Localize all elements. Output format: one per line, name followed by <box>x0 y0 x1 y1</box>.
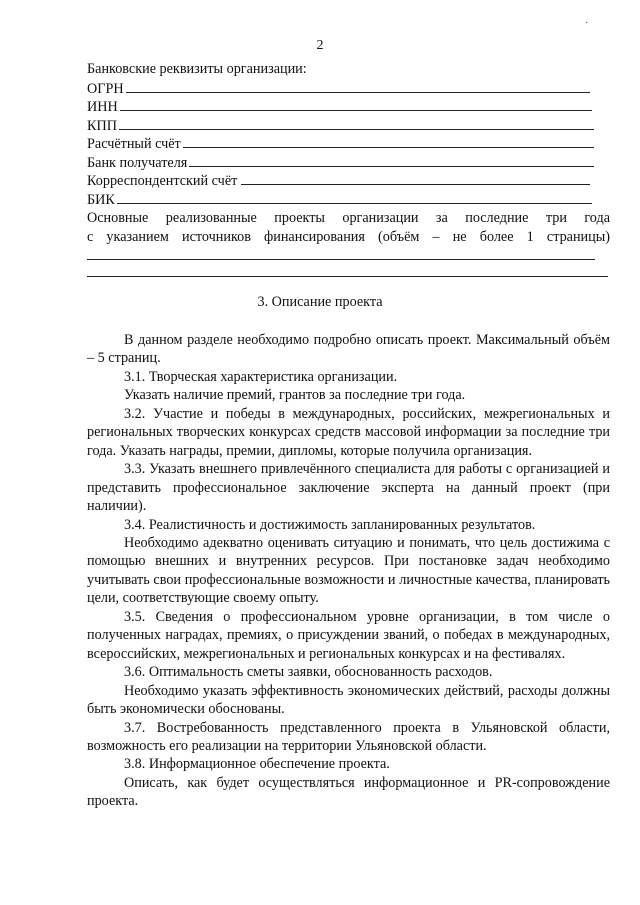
paragraph-3-6-note: Необходимо указать эффективность экономических действий, расходы должны быть экономически обоснованы. <box>87 682 610 718</box>
fill-in-line[interactable] <box>117 190 592 204</box>
field-account[interactable] <box>87 134 602 153</box>
paragraph-3-1-note: Указать наличие премий, грантов за последние три года. <box>124 387 466 404</box>
paragraph-3-3: 3.3. Указать внешнего привлечённого специалиста для работы с организацией и представить профессиональное заключение эксперта на данный проект (при наличии). <box>87 461 610 515</box>
field-label: БИК <box>87 191 115 208</box>
section-title: 3. Описание проекта <box>257 294 383 310</box>
field-label: ИНН <box>87 99 118 115</box>
paragraph-3-5: 3.5. Сведения о профессиональном уровне организации, в том числе о полученных наградах, премиях, о присуждении званий, о победах в международных, всероссийских, межрегиональных и региональных конкурсах и на фестивалях. <box>87 608 610 662</box>
paragraph-3-7: 3.7. Востребованность представленного проекта в Ульяновской области, возможность его реализации на территории Ульяновской области. <box>87 719 610 754</box>
field-label: ОГРН <box>87 80 124 97</box>
field-ogrn[interactable] <box>87 79 602 98</box>
field-label: Корреспондентский счёт <box>87 173 238 189</box>
field-kpp[interactable] <box>87 116 602 135</box>
fill-in-line[interactable] <box>119 116 594 130</box>
field-label: Расчётный счёт <box>87 136 181 152</box>
projects-line-1: Основные реализованные проекты организации за последние три года <box>87 210 610 226</box>
field-bik[interactable] <box>87 190 602 209</box>
scan-mark: · <box>585 18 589 29</box>
fill-in-line[interactable] <box>126 79 590 93</box>
blank-line[interactable] <box>87 276 608 277</box>
paragraph-3-8: 3.8. Информационное обеспечение проекта. <box>124 756 390 773</box>
field-inn[interactable] <box>87 97 602 116</box>
field-label: Банк получателя <box>87 154 188 171</box>
paragraph-3-4: 3.4. Реалистичность и достижимость запланированных результатов. <box>124 516 536 533</box>
field-label: КПП <box>87 117 117 134</box>
paragraph-3-6: 3.6. Оптимальность сметы заявки, обоснованность расходов. <box>124 664 493 681</box>
page-number: 2 <box>316 38 324 53</box>
section-body <box>87 331 610 811</box>
projects-line-2: с указанием источников финансирования (объём – не более 1 страницы) <box>87 229 610 245</box>
fill-in-line[interactable] <box>189 153 594 167</box>
bank-details-block <box>87 60 602 208</box>
paragraph-intro: В данном разделе необходимо подробно описать проект. Максимальный объём – 5 страниц. <box>87 332 610 367</box>
field-corr-account[interactable] <box>87 171 602 190</box>
field-bank[interactable] <box>87 153 602 172</box>
paragraph-3-8-note: Описать, как будет осуществляться информационное и PR-сопровождение проекта. <box>87 774 610 810</box>
paragraph-3-4-note: Необходимо адекватно оценивать ситуацию и понимать, что цель достижима с помощью внешних и внутренних ресурсов. При постановке задач необходимо учитывать свои профессиональные возможности и личностные качества, планировать цели, соответствующие своему опыту. <box>87 534 610 607</box>
fill-in-line[interactable] <box>183 134 594 148</box>
paragraph-3-1: 3.1. Творческая характеристика организации. <box>124 368 398 385</box>
paragraph-3-2: 3.2. Участие и победы в международных, российских, межрегиональных и региональных творческих конкурсах средств массовой информации за последние три года. Указать награды, премии, дипломы, которые получила организация. <box>87 405 610 459</box>
fill-in-line[interactable] <box>120 97 592 111</box>
blank-line[interactable] <box>87 259 595 260</box>
fill-in-line[interactable] <box>241 171 590 185</box>
bank-details-title: Банковские реквизиты организации: <box>87 61 307 77</box>
